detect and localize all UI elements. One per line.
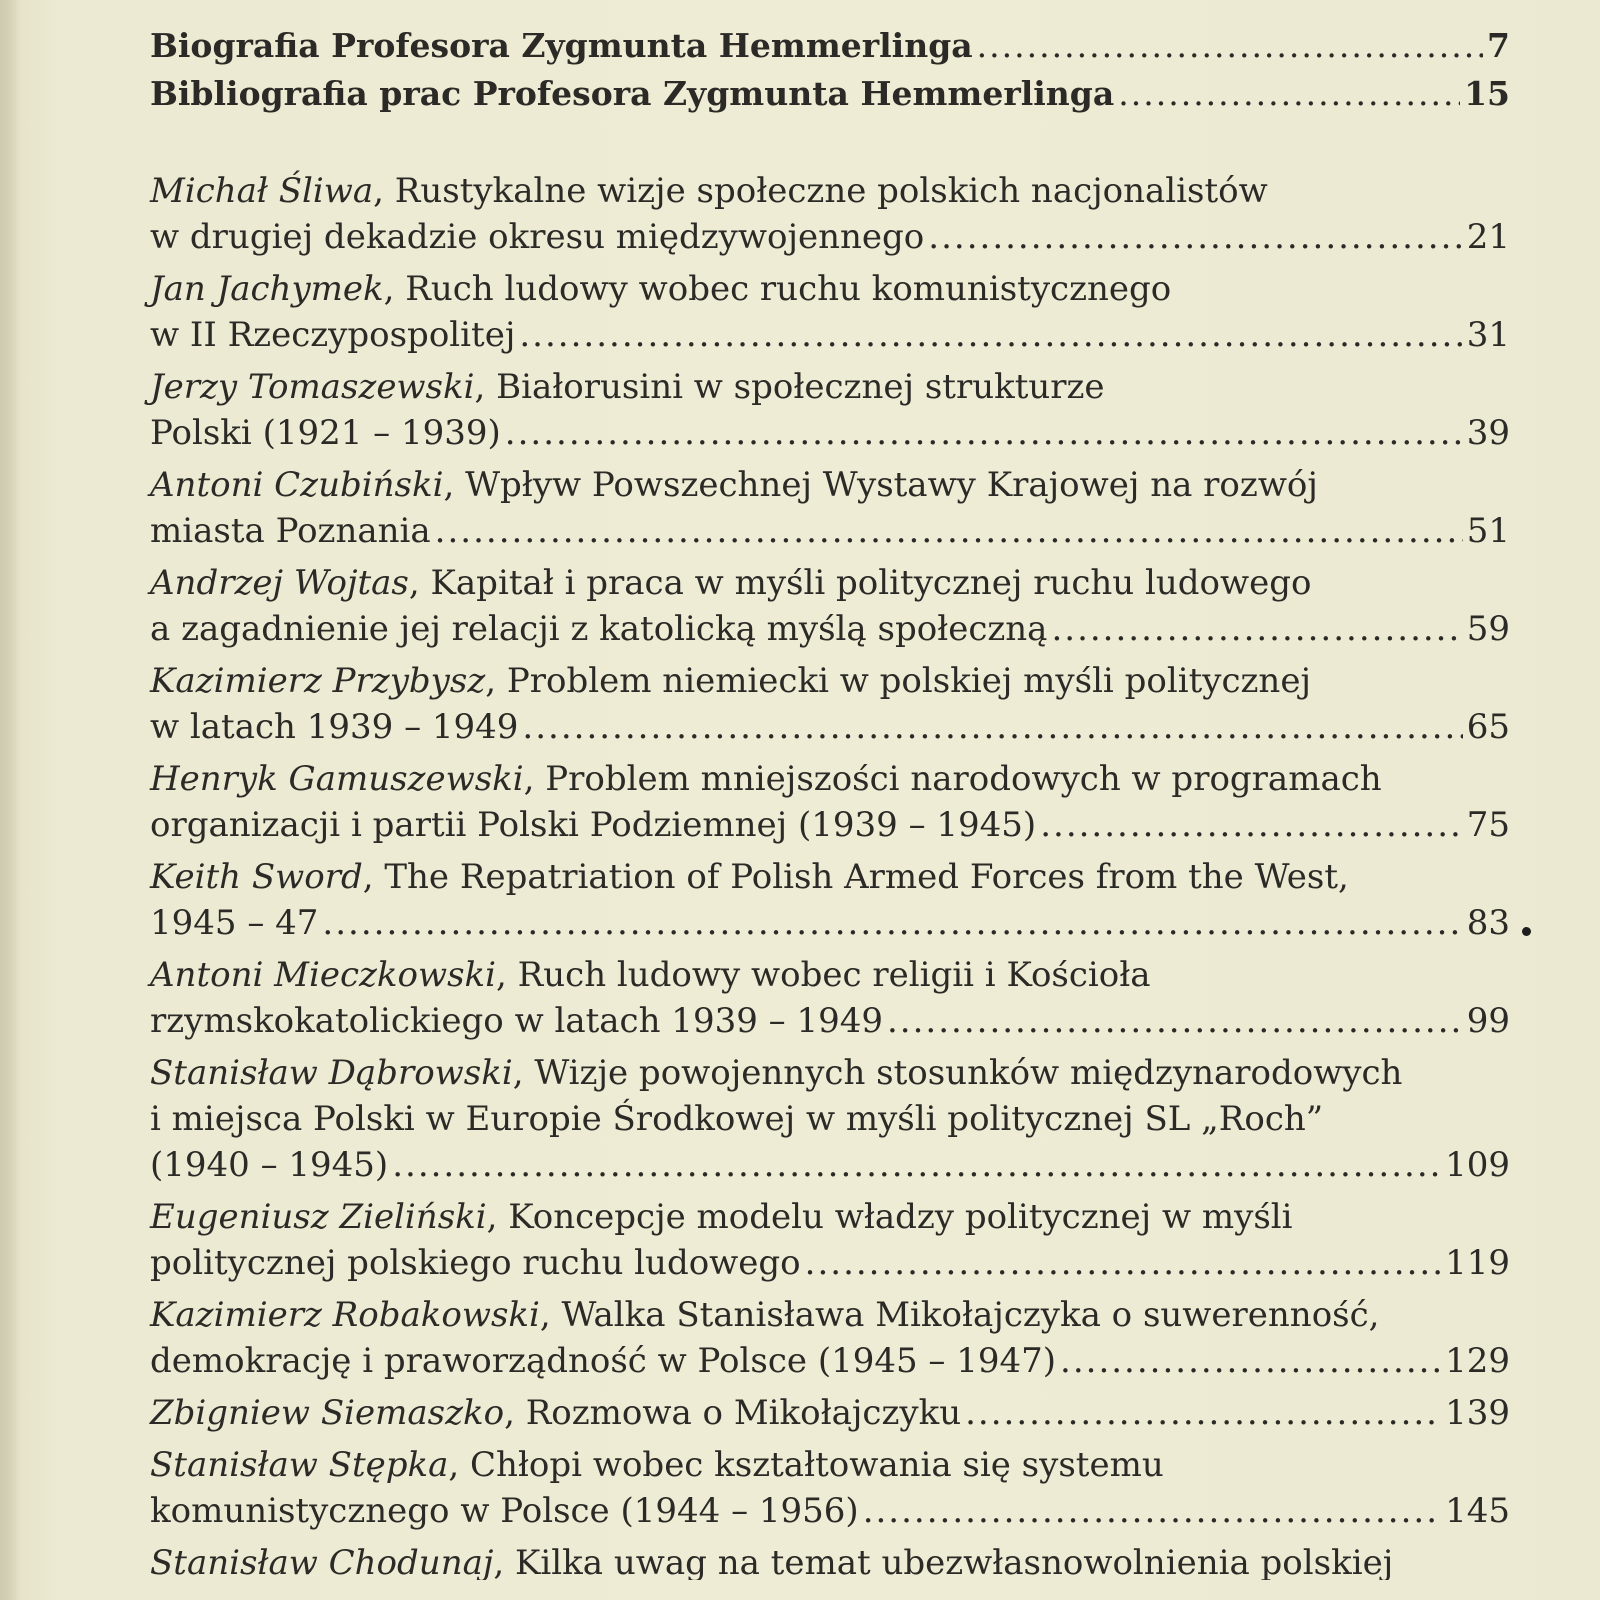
entry-author: Stanisław Stępka — [150, 1445, 449, 1485]
toc-entry-cut[interactable]: Stanisław Chodunaj, Kilka uwag na temat ubezwłasnowolnienia polskiej — [150, 1540, 1510, 1580]
entry-last-line — [150, 900, 1510, 946]
page-number: 109 — [1445, 1145, 1510, 1185]
entry-author: Keith Sword — [150, 857, 363, 897]
entry-last-line — [150, 1142, 1510, 1188]
entry-first-line: Kazimierz Przybysz, Problem niemiecki w polskiej myśli politycznej — [150, 661, 1311, 701]
entry-first-line: Jerzy Tomaszewski, Białorusini w społecznej strukturze — [150, 367, 1105, 407]
table-of-contents — [150, 22, 1510, 1580]
dot-leader — [322, 900, 1462, 946]
entry-middle-line — [150, 1096, 1510, 1142]
page-number: 99 — [1466, 1001, 1510, 1041]
toc-entry[interactable] — [150, 1292, 1510, 1384]
page-number: 21 — [1466, 217, 1510, 257]
toc-entry[interactable] — [150, 1050, 1510, 1188]
entry-first-line: Michał Śliwa, Rustykalne wizje społeczne polskich nacjonalistów — [150, 171, 1268, 211]
entry-author: Stanisław Chodunaj — [150, 1543, 494, 1580]
entry-title-line1: Wpływ Powszechnej Wystawy Krajowej na rozwój — [465, 465, 1318, 505]
page-number: 15 — [1464, 74, 1510, 113]
entry-title-line1: Rustykalne wizje społeczne polskich nacjonalistów — [394, 171, 1268, 211]
dot-leader — [887, 998, 1463, 1044]
page-edge — [0, 0, 22, 1600]
entry-first-line: Jan Jachymek, Ruch ludowy wobec ruchu komunistycznego — [150, 269, 1172, 309]
entry-title-line1: Wizje powojennych stosunków międzynarodowych — [534, 1053, 1403, 1093]
entry-last-line — [150, 1488, 1510, 1534]
dot-leader — [1051, 606, 1462, 652]
toc-header-bibliography[interactable] — [150, 70, 1510, 118]
entry-last-line — [150, 508, 1510, 554]
toc-entry[interactable] — [150, 462, 1510, 554]
entry-title-line1: Ruch ludowy wobec religii i Kościoła — [517, 955, 1151, 995]
page-number: 139 — [1445, 1393, 1510, 1433]
toc-entry[interactable] — [150, 1194, 1510, 1286]
toc-header-biography[interactable] — [150, 22, 1510, 70]
entry-title-last: politycznej polskiego ruchu ludowego — [150, 1243, 801, 1283]
toc-entry[interactable] — [150, 756, 1510, 848]
entry-author: Antoni Czubiński — [150, 465, 444, 505]
entry-title-last: w drugiej dekadzie okresu międzywojennego — [150, 217, 925, 257]
entry-last-line — [150, 1338, 1510, 1384]
entry-title-last: (1940 – 1945) — [150, 1145, 389, 1185]
entry-first-line: Eugeniusz Zieliński, Koncepcje modelu władzy politycznej w myśli — [150, 1197, 1293, 1237]
entry-last-line — [150, 214, 1510, 260]
entry-title-line1: Kapitał i praca w myśli politycznej ruchu ludowego — [430, 563, 1312, 603]
dot-leader — [1060, 1338, 1441, 1384]
entry-last-line — [150, 802, 1510, 848]
toc-entry[interactable] — [150, 658, 1510, 750]
entry-author: Zbigniew Siemaszko — [150, 1393, 505, 1433]
dot-leader — [392, 1142, 1441, 1188]
entry-first-line: Stanisław Dąbrowski, Wizje powojennych stosunków międzynarodowych — [150, 1053, 1403, 1093]
entry-title-last: rzymskokatolickiego w latach 1939 – 1949 — [150, 1001, 883, 1041]
entry-first-line: Keith Sword, The Repatriation of Polish Armed Forces from the West, — [150, 857, 1349, 897]
page-number: 7 — [1487, 26, 1510, 65]
page-number: 129 — [1445, 1341, 1510, 1381]
entry-author: Kazimierz Robakowski — [150, 1295, 540, 1335]
entry-first-line: Antoni Czubiński, Wpływ Powszechnej Wystawy Krajowej na rozwój — [150, 465, 1318, 505]
entry-title-last: w latach 1939 – 1949 — [150, 707, 519, 747]
entry-title-last: a zagadnienie jej relacji z katolicką myślą społeczną — [150, 609, 1048, 649]
page-number: 83 — [1466, 903, 1510, 943]
entry-first-line: Andrzej Wojtas, Kapitał i praca w myśli politycznej ruchu ludowego — [150, 563, 1312, 603]
entry-title-last: Rozmowa o Mikołajczyku — [525, 1393, 962, 1433]
entry-last-line — [150, 410, 1510, 456]
entry-title-line1: The Repatriation of Polish Armed Forces from the West, — [384, 857, 1349, 897]
entry-author: Jerzy Tomaszewski — [150, 367, 475, 407]
entry-author: Antoni Mieczkowski — [150, 955, 497, 995]
dot-leader — [965, 1390, 1441, 1436]
dot-leader — [505, 410, 1463, 456]
page-number: 59 — [1466, 609, 1510, 649]
page-number: 39 — [1466, 413, 1510, 453]
entry-title-last: komunistycznego w Polsce (1944 – 1956) — [150, 1491, 859, 1531]
dot-leader — [435, 508, 1463, 554]
toc-entry[interactable] — [150, 266, 1510, 358]
entry-author: Kazimierz Przybysz — [150, 661, 486, 701]
entry-last-line: Zbigniew Siemaszko, Rozmowa o Mikołajczyku ..... 139 — [150, 1390, 1510, 1436]
dot-leader — [977, 22, 1483, 70]
toc-entry[interactable] — [150, 1390, 1510, 1436]
toc-header-title: Biografia Profesora Zygmunta Hemmerlinga — [150, 26, 973, 65]
entry-first-line: Stanisław Stępka, Chłopi wobec kształtowania się systemu — [150, 1445, 1164, 1485]
page-number: 51 — [1466, 511, 1510, 551]
entry-title-last: miasta Poznania — [150, 511, 431, 551]
dot-leader — [863, 1488, 1441, 1534]
entry-title-last: demokrację i praworządność w Polsce (1945 – 1947) — [150, 1341, 1057, 1381]
toc-entry[interactable] — [150, 168, 1510, 260]
entry-title: Kilka uwag na temat ubezwłasnowolnienia polskiej — [515, 1543, 1394, 1580]
entry-author: Henryk Gamuszewski — [150, 759, 524, 799]
toc-entry[interactable] — [150, 1442, 1510, 1534]
entry-title-last: organizacji i partii Polski Podziemnej (1939 – 1945) — [150, 805, 1037, 845]
entry-title-line1: Białorusini w społecznej strukturze — [496, 367, 1105, 407]
dot-leader — [1118, 70, 1460, 118]
entry-title-line1: Walka Stanisława Mikołajczyka o suwerenność, — [561, 1295, 1380, 1335]
entry-title-line1: Koncepcje modelu władzy politycznej w myśli — [508, 1197, 1293, 1237]
entry-author: Jan Jachymek — [150, 269, 384, 309]
page-number: 119 — [1445, 1243, 1510, 1283]
dot-leader — [522, 704, 1462, 750]
entry-first-line: Antoni Mieczkowski, Ruch ludowy wobec religii i Kościoła — [150, 955, 1151, 995]
entry-title-line2: i miejsca Polski w Europie Środkowej w myśli politycznej SL „Roch” — [150, 1099, 1324, 1139]
entry-author: Andrzej Wojtas — [150, 563, 409, 603]
entry-title-last: Polski (1921 – 1939) — [150, 413, 501, 453]
entry-author: Michał Śliwa — [150, 171, 374, 211]
entry-first-line: Kazimierz Robakowski, Walka Stanisława Mikołajczyka o suwerenność, — [150, 1295, 1380, 1335]
entry-last-line — [150, 1240, 1510, 1286]
entry-last-line — [150, 312, 1510, 358]
entry-title-line1: Chłopi wobec kształtowania się systemu — [470, 1445, 1164, 1485]
dot-leader — [928, 214, 1462, 260]
entry-last-line — [150, 704, 1510, 750]
entry-last-line — [150, 998, 1510, 1044]
page-number: 65 — [1466, 707, 1510, 747]
page-number: 31 — [1466, 315, 1510, 355]
entry-title-last: 1945 – 47 — [150, 903, 319, 943]
page-number: 75 — [1466, 805, 1510, 845]
dot-leader — [1040, 802, 1463, 848]
toc-header-title: Bibliografia prac Profesora Zygmunta Hemmerlinga — [150, 74, 1115, 113]
entry-last-line — [150, 606, 1510, 652]
stray-dot — [1522, 927, 1531, 936]
entry-first-line: Henryk Gamuszewski, Problem mniejszości narodowych w programach — [150, 759, 1382, 799]
toc-entry[interactable] — [150, 364, 1510, 456]
entry-title-line1: Problem niemiecki w polskiej myśli politycznej — [506, 661, 1311, 701]
entry-author: Stanisław Dąbrowski — [150, 1053, 513, 1093]
dot-leader — [805, 1240, 1441, 1286]
section-spacer — [150, 118, 1510, 168]
toc-entry[interactable] — [150, 854, 1510, 946]
entry-author: Eugeniusz Zieliński — [150, 1197, 487, 1237]
page-number: 145 — [1445, 1491, 1510, 1531]
toc-entry[interactable] — [150, 560, 1510, 652]
entry-title-line1: Ruch ludowy wobec ruchu komunistycznego — [405, 269, 1172, 309]
entry-title-line1: Problem mniejszości narodowych w programach — [545, 759, 1382, 799]
toc-entry[interactable] — [150, 952, 1510, 1044]
dot-leader — [519, 312, 1462, 358]
toc-entries — [150, 168, 1510, 1534]
entry-title-last: w II Rzeczypospolitej — [150, 315, 516, 355]
